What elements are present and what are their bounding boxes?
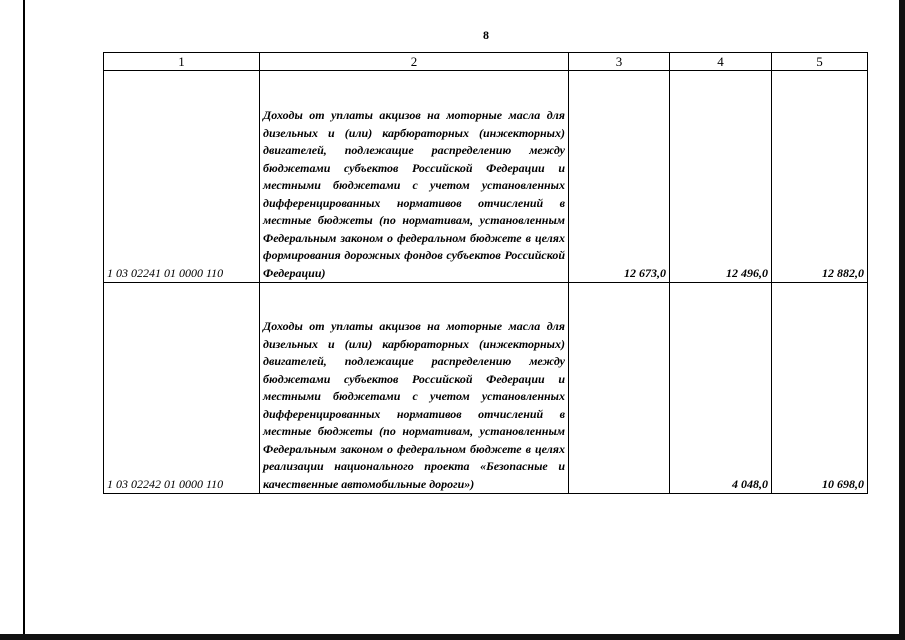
column-header: 3 bbox=[569, 53, 670, 71]
revenue-description: Доходы от уплаты акцизов на моторные масла для дизельных и (или) карбюраторных (инжекторных) двигателей, подлежащие распределению между бюджетами субъектов Российской Федерации и местными бюджетами с учетом установленных дифференцированных нормативов отчислений в местные бюджеты (по нормативам, установленным Федеральным законом о федеральном бюджете в целях реализации национального проекта «Безопасные и качественные автомобильные дороги») bbox=[260, 283, 569, 494]
revenue-code: 1 03 02241 01 0000 110 bbox=[104, 71, 260, 283]
scan-bottom-border bbox=[0, 634, 905, 640]
table-header-row bbox=[104, 53, 868, 71]
value-col4: 4 048,0 bbox=[670, 283, 772, 494]
table-row bbox=[104, 283, 868, 494]
column-header: 4 bbox=[670, 53, 772, 71]
value-col3 bbox=[569, 283, 670, 494]
scan-right-border bbox=[899, 0, 905, 640]
value-col3: 12 673,0 bbox=[569, 71, 670, 283]
page-number: 8 bbox=[483, 28, 489, 42]
revenue-code: 1 03 02242 01 0000 110 bbox=[104, 283, 260, 494]
table-row bbox=[104, 71, 868, 283]
scan-left-border bbox=[0, 0, 25, 640]
column-header: 2 bbox=[260, 53, 569, 71]
revenue-description: Доходы от уплаты акцизов на моторные масла для дизельных и (или) карбюраторных (инжекторных) двигателей, подлежащие распределению между бюджетами субъектов Российской Федерации и местными бюджетами с учетом установленных дифференцированных нормативов отчислений в местные бюджеты (по нормативам, установленным Федеральным законом о федеральном бюджете в целях формирования дорожных фондов субъектов Российской Федерации) bbox=[260, 71, 569, 283]
value-col4: 12 496,0 bbox=[670, 71, 772, 283]
budget-table bbox=[103, 52, 868, 494]
column-header: 1 bbox=[104, 53, 260, 71]
value-col5: 10 698,0 bbox=[772, 283, 868, 494]
column-header: 5 bbox=[772, 53, 868, 71]
value-col5: 12 882,0 bbox=[772, 71, 868, 283]
